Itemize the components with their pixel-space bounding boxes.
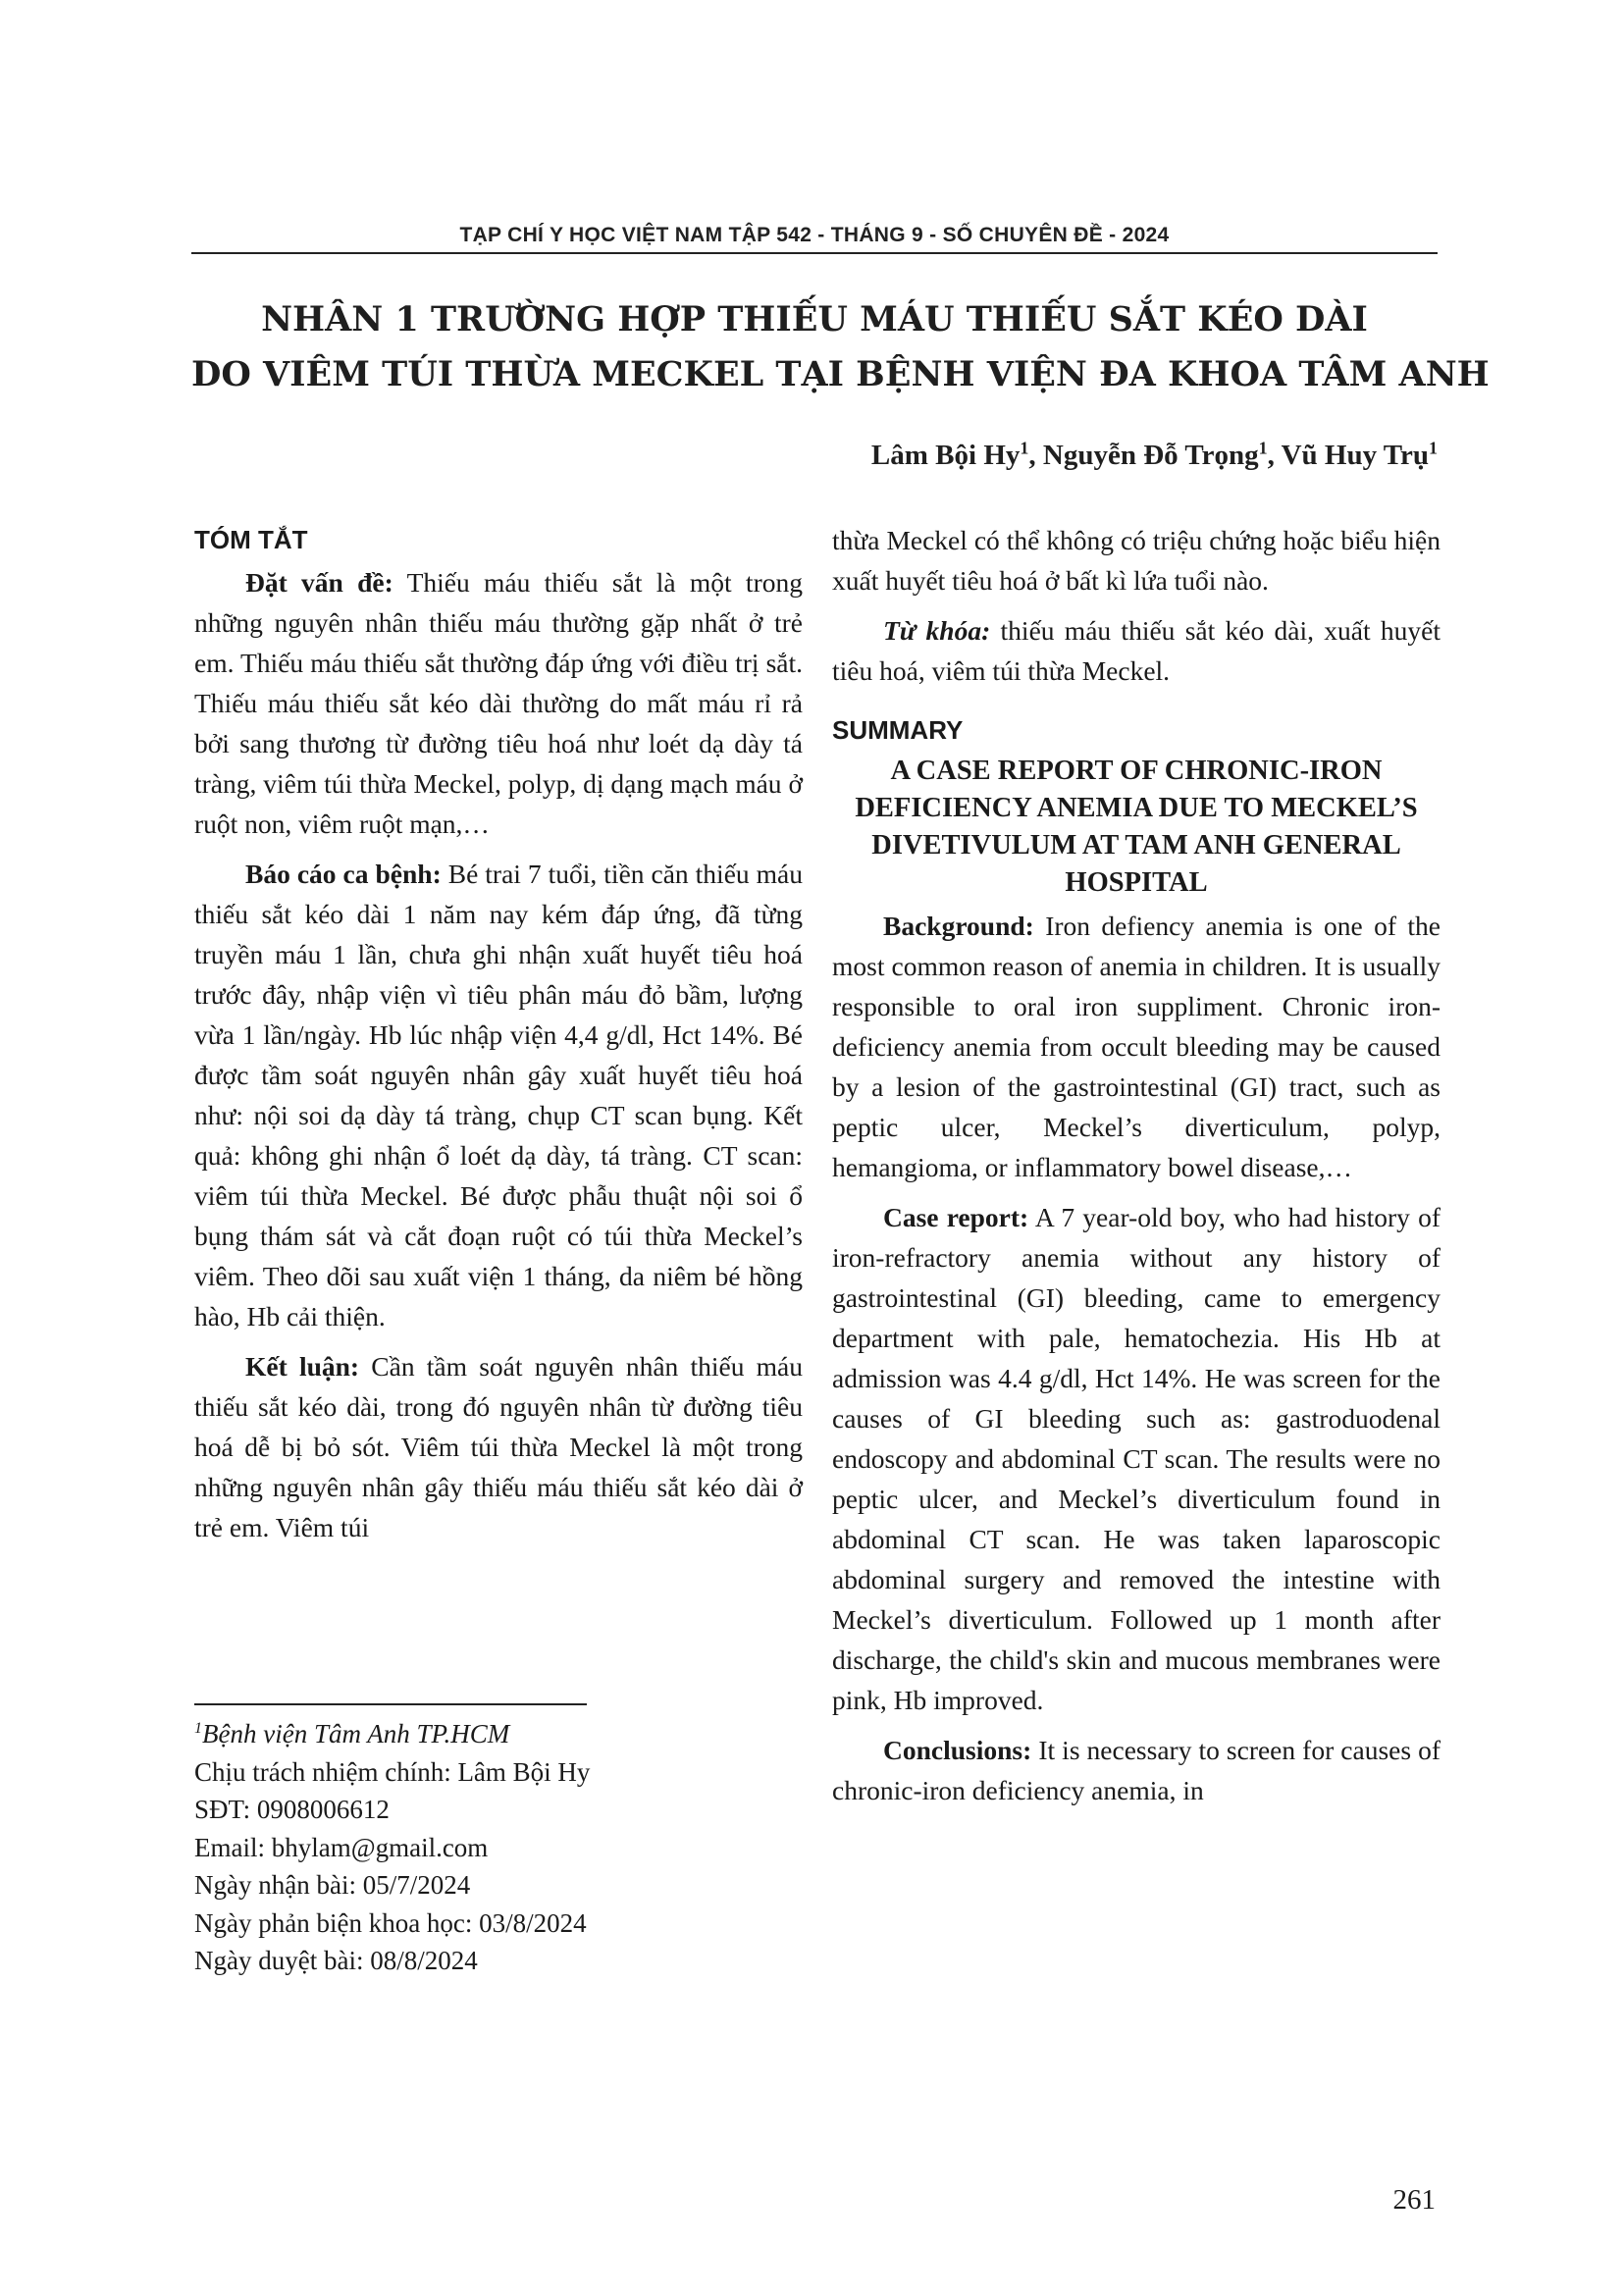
- author-affiliation-mark: 1: [1429, 438, 1438, 458]
- header-divider: [191, 252, 1438, 254]
- footnote-affiliation-mark: 1: [194, 1720, 202, 1737]
- summary-case-report: [832, 1197, 1441, 1720]
- summary-conclusions: [832, 1730, 1441, 1810]
- footnote-affiliation: [194, 1715, 803, 1753]
- footnote-affiliation-text: Bệnh viện Tâm Anh TP.HCM: [202, 1719, 510, 1748]
- author-name: Lâm Bội Hy: [870, 440, 1021, 471]
- abstract-vi-background-text: Thiếu máu thiếu sắt là một trong những nguyên nhân thiếu máu thường gặp nhất ở trẻ em. Thiếu máu thiếu sắt thường đáp ứng với điều trị sắt. Thiếu máu thiếu sắt kéo dài thường do mất máu rỉ rả bởi sang thương từ đường tiêu hoá như loét dạ dày tá tràng, viêm túi thừa Meckel, polyp, dị dạng mạch máu ở ruột non, viêm ruột mạn,…: [194, 567, 803, 839]
- footnote-review-date: Ngày phản biện khoa học: 03/8/2024: [194, 1907, 587, 1938]
- summary-background-text: Iron defiency anemia is one of the most common reason of anemia in children. It is usually responsible to oral iron suppliment. Chronic iron-deficiency anemia from occult bleeding may be caused by a lesion of the gastrointestinal (GI) tract, such as peptic ulcer, Meckel’s diverticulum, polyp, hemangioma, or inflammatory bowel disease,…: [832, 911, 1441, 1182]
- footnote-phone: SĐT: 0908006612: [194, 1795, 390, 1824]
- abstract-vi-conclusion-label: Kết luận:: [245, 1351, 360, 1382]
- abstract-vi-case-label: Báo cáo ca bệnh:: [245, 859, 442, 889]
- author-separator: ,: [1267, 440, 1282, 471]
- footnote-email: Email: bhylam@gmail.com: [194, 1832, 489, 1862]
- abstract-vi-case-text: Bé trai 7 tuổi, tiền căn thiếu máu thiếu sắt kéo dài 1 năm nay kém đáp ứng, đã từng truyền máu 1 lần, chưa ghi nhận xuất huyết tiêu hoá trước đây, nhập viện vì tiêu phân máu đỏ bầm, lượng vừa 1 lần/ngày. Hb lúc nhập viện 4,4 g/dl, Hct 14%. Bé được tầm soát nguyên nhân gây xuất huyết tiêu hoá như: nội soi dạ dày tá tràng, chụp CT scan bụng. Kết quả: không ghi nhận ổ loét dạ dày, tá tràng. CT scan: viêm túi thừa Meckel. Bé được phẫu thuật nội soi ổ bụng thám sát và cắt đoạn ruột có túi thừa Meckel’s viêm. Theo dõi sau xuất viện 1 tháng, da niêm bé hồng hào, Hb cải thiện.: [194, 859, 803, 1331]
- author-affiliation-mark: 1: [1258, 438, 1268, 458]
- journal-running-header: TẠP CHÍ Y HỌC VIỆT NAM TẬP 542 - THÁNG 9 - SỐ CHUYÊN ĐỀ - 2024: [459, 224, 1170, 246]
- summary-heading: SUMMARY: [832, 715, 964, 745]
- abstract-vi-conclusion: [194, 1346, 803, 1547]
- author-affiliation-mark: 1: [1020, 438, 1029, 458]
- article-title-line-2: DO VIÊM TÚI THỪA MECKEL TẠI BỆNH VIỆN ĐA KHOA TÂM ANH: [191, 354, 1490, 394]
- abstract-vi-keywords-text: thiếu máu thiếu sắt kéo dài, xuất huyết tiêu hoá, viêm túi thừa Meckel.: [832, 615, 1441, 686]
- article-title-line-1: NHÂN 1 TRƯỜNG HỢP THIẾU MÁU THIẾU SẮT KÉO DÀI: [261, 299, 1368, 339]
- footnote-divider: [194, 1703, 587, 1705]
- summary-conclusions-text: It is necessary to screen for causes of chronic-iron deficiency anemia, in: [832, 1735, 1441, 1805]
- abstract-vi-background: [194, 562, 803, 844]
- summary-case-label: Case report:: [883, 1202, 1029, 1232]
- summary-conclusions-label: Conclusions:: [883, 1735, 1032, 1765]
- footnote-received-date: Ngày nhận bài: 05/7/2024: [194, 1870, 471, 1900]
- abstract-vi-case: [194, 854, 803, 1336]
- summary-background-label: Background:: [883, 911, 1034, 941]
- article-title: [191, 292, 1490, 402]
- author-name: Nguyễn Đỗ Trọng: [1042, 440, 1259, 471]
- abstract-vi-background-label: Đặt vấn đề:: [245, 567, 393, 598]
- footnotes: [194, 1715, 803, 1980]
- abstract-vi-conclusion-continued: thừa Meckel có thể không có triệu chứng hoặc biểu hiện xuất huyết tiêu hoá ở bất kì lứa tuổi nào.: [832, 525, 1441, 596]
- author-name: Vũ Huy Trụ: [1281, 440, 1429, 471]
- abstract-vi-heading: TÓM TẮT: [194, 525, 308, 554]
- author-separator: ,: [1028, 440, 1043, 471]
- left-column: [194, 520, 803, 1557]
- author-list: [871, 440, 1438, 472]
- footnote-accepted-date: Ngày duyệt bài: 08/8/2024: [194, 1946, 478, 1975]
- footnote-responsible: Chịu trách nhiệm chính: Lâm Bội Hy: [194, 1756, 591, 1787]
- summary-title: A CASE REPORT OF CHRONIC-IRON DEFICIENCY ANEMIA DUE TO MECKEL’S DIVETIVULUM AT TAM ANH GENERAL HOSPITAL: [855, 756, 1418, 898]
- abstract-vi-conclusion-text: Cần tầm soát nguyên nhân thiếu máu thiếu sắt kéo dài, trong đó nguyên nhân từ đường tiêu hoá dễ bị bỏ sót. Viêm túi thừa Meckel là một trong những nguyên nhân gây thiếu máu thiếu sắt kéo dài ở trẻ em. Viêm túi: [194, 1351, 804, 1542]
- page-number: 261: [1392, 2184, 1436, 2216]
- summary-background: [832, 906, 1441, 1187]
- abstract-vi-keywords: [832, 610, 1441, 691]
- right-column: [832, 520, 1441, 1820]
- summary-case-text: A 7 year-old boy, who had history of iron-refractory anemia without any history of gastrointestinal (GI) bleeding, came to emergency department with pale, hematochezia. His Hb at admission was 4.4 g/dl, Hct 14%. He was screen for the causes of GI bleeding such as: gastroduodenal endoscopy and abdominal CT scan. The results were no peptic ulcer, and Meckel’s diverticulum found in abdominal CT scan. He was taken laparoscopic abdominal surgery and removed the intestine with Meckel’s diverticulum. Followed up 1 month after discharge, the child's skin and mucous membranes were pink, Hb improved.: [832, 1202, 1441, 1715]
- abstract-vi-keywords-label: Từ khóa:: [883, 615, 991, 646]
